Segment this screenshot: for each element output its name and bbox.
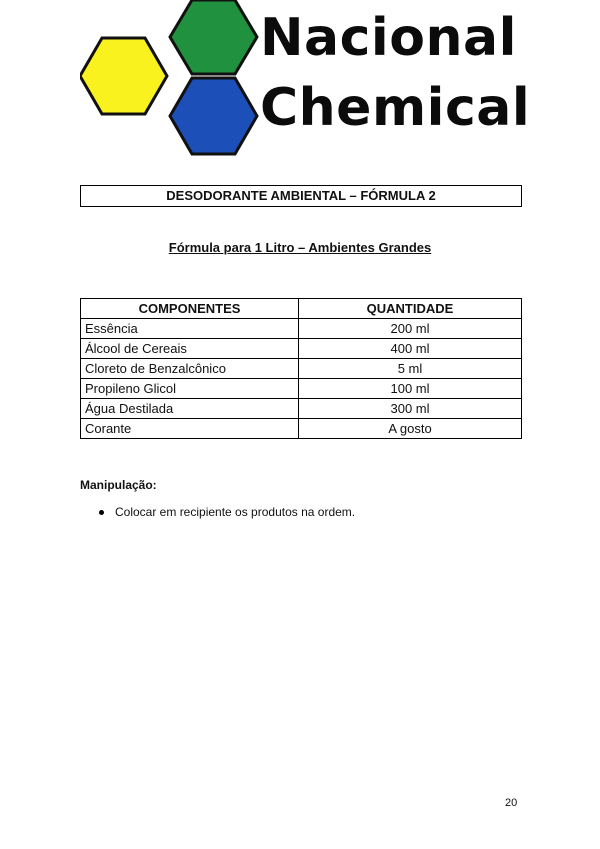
table-row [81,379,522,399]
column-header-quantity: QUANTIDADE [299,299,522,319]
green-hexagon [170,0,257,74]
company-logo [80,0,540,160]
list-item [95,505,355,519]
component-cell: Propileno Glicol [81,379,299,399]
quantity-cell: 5 ml [299,359,522,379]
instructions-list [95,505,355,519]
quantity-cell: A gosto [299,419,522,439]
quantity-cell: 100 ml [299,379,522,399]
component-cell: Álcool de Cereais [81,339,299,359]
brand-name-line1: Nacional [260,8,517,68]
document-title: DESODORANTE AMBIENTAL – FÓRMULA 2 [80,185,522,207]
bullet-icon [99,510,104,515]
table-row [81,419,522,439]
column-header-components: COMPONENTES [81,299,299,319]
manipulation-heading: Manipulação: [80,478,157,492]
table-header-row [81,299,522,319]
quantity-cell: 400 ml [299,339,522,359]
component-cell: Corante [81,419,299,439]
yellow-hexagon [80,38,167,114]
instruction-text: Colocar em recipiente os produtos na ordem. [115,505,356,519]
quantity-cell: 200 ml [299,319,522,339]
table-row [81,339,522,359]
component-cell: Água Destilada [81,399,299,419]
table-row [81,359,522,379]
brand-name-line2: Chemical [260,78,531,138]
page-number: 20 [505,797,518,809]
component-cell: Cloreto de Benzalcônico [81,359,299,379]
table-row [81,399,522,419]
formula-subtitle: Fórmula para 1 Litro – Ambientes Grandes [168,240,432,255]
blue-hexagon [170,78,257,154]
quantity-cell: 300 ml [299,399,522,419]
hexagon-logo-icon [80,0,260,160]
component-cell: Essência [81,319,299,339]
table-row [81,319,522,339]
components-table [80,298,522,439]
